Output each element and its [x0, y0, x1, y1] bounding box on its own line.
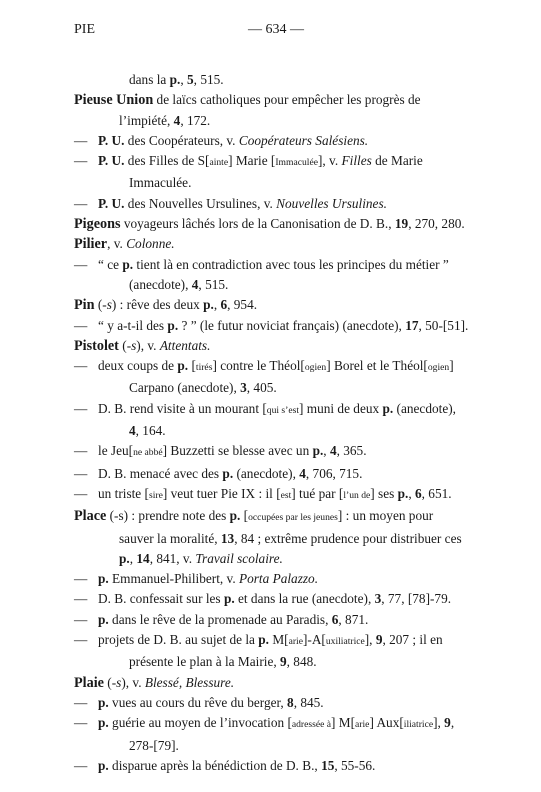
- entry-text: ] tué par [: [291, 485, 344, 501]
- index-subentry: [74, 569, 469, 589]
- entry-text: -s: [111, 674, 122, 690]
- entry-text: adressée à: [291, 719, 332, 731]
- entry-text: ],: [364, 632, 376, 648]
- entry-text: (: [94, 297, 103, 313]
- entry-text: 6: [220, 297, 228, 313]
- index-subentry: [74, 713, 469, 756]
- subentry-dash: —: [74, 715, 88, 731]
- entry-text: arie: [355, 719, 370, 731]
- entry-text: (anecdote),: [393, 400, 456, 416]
- entry-text: , 848.: [286, 654, 317, 670]
- entry-text: , 515.: [193, 72, 224, 87]
- entry-text: p.: [258, 632, 269, 648]
- entry-text: p.: [312, 443, 324, 459]
- index-headword-entry: [74, 214, 469, 234]
- entry-text: -s: [102, 297, 112, 313]
- index-subentry: [74, 693, 469, 713]
- entry-text: ,: [213, 297, 221, 313]
- entry-text: p.: [203, 297, 214, 313]
- entry-text: arie: [288, 636, 303, 648]
- entry-text: D. B. confessait sur les: [98, 591, 224, 607]
- running-head: PIE: [74, 22, 95, 37]
- entry-text: ],: [433, 715, 445, 731]
- entry-text: ] ses: [370, 485, 398, 501]
- subentry-dash: —: [74, 485, 88, 501]
- entry-text: ] Aux[: [369, 715, 404, 731]
- index-subentry: [74, 151, 469, 194]
- entry-text: , 270, 280.: [408, 216, 465, 232]
- entry-text: ] contre le Théol[: [212, 358, 305, 374]
- entry-text: 3: [374, 591, 382, 607]
- entry-text: ogien: [427, 362, 450, 374]
- entry-text: p.: [167, 317, 179, 333]
- entry-text: p.: [98, 757, 109, 773]
- index-subentry: [74, 255, 469, 296]
- entry-text: 19: [394, 216, 409, 232]
- entry-text: des Nouvelles Ursulines, v.: [124, 195, 277, 211]
- entry-text: p.: [223, 591, 235, 607]
- entry-text: , 405.: [246, 380, 277, 396]
- entry-text: ne abbé: [133, 447, 163, 459]
- subentry-dash: —: [74, 443, 88, 459]
- entry-text: ] Borel et le Théol[: [326, 358, 428, 374]
- subentry-dash: —: [74, 153, 88, 169]
- entry-text: M[: [269, 632, 289, 648]
- entry-text: , 871.: [338, 611, 369, 627]
- entry-text: ogien: [304, 362, 327, 374]
- entry-text: (: [103, 674, 112, 690]
- entry-text: le Jeu[: [98, 443, 134, 459]
- entry-text: -s: [126, 337, 137, 353]
- entry-text: , 841, v.: [149, 550, 196, 566]
- entry-text: P. U.: [98, 132, 125, 148]
- entry-text: p.: [98, 694, 109, 710]
- entry-text: uxiliatrice: [325, 636, 365, 648]
- entry-text: , 207 ; il en présente le plan à la Mairie,: [129, 632, 443, 670]
- entry-text: 17: [405, 317, 419, 333]
- subentry-dash: —: [74, 195, 88, 211]
- entry-text: , 172.: [180, 112, 211, 128]
- entry-text: ), v.: [121, 674, 145, 690]
- entry-text: ] Carpano (anecdote),: [129, 358, 454, 396]
- entry-text: 9: [375, 632, 383, 648]
- index-subentry: [74, 610, 469, 630]
- entry-text: (anecdote),: [233, 465, 300, 481]
- index-headword-entry: [74, 673, 469, 693]
- entry-text: est: [280, 489, 292, 501]
- entry-text: [: [188, 358, 196, 374]
- entry-text: guérie au moyen de l’invocation [: [108, 715, 292, 731]
- entry-text: 9: [280, 654, 287, 670]
- subentry-dash: —: [74, 317, 88, 333]
- entry-text: p.: [98, 611, 109, 627]
- entry-text: p.: [98, 715, 109, 731]
- index-headword-entry: [74, 295, 469, 315]
- subentry-dash: —: [74, 611, 88, 627]
- entry-text: des Filles de S[: [124, 153, 210, 169]
- subentry-dash: —: [74, 465, 88, 481]
- entry-text: P. U.: [98, 195, 125, 211]
- index-headword-entry: [74, 506, 469, 569]
- entry-text: qui s’est: [266, 404, 300, 416]
- entry-text: “ y a-t-il des: [98, 317, 168, 333]
- entry-text: Emmanuel-Philibert, v.: [108, 571, 239, 587]
- entry-text: , 55-56.: [334, 757, 376, 773]
- index-headword-entry: [74, 234, 469, 254]
- index-continuation: [74, 70, 469, 90]
- subentry-dash: —: [74, 591, 88, 607]
- entry-text: 4: [299, 465, 306, 481]
- page-number: — 634 —: [248, 22, 304, 37]
- entry-text: 8: [287, 694, 294, 710]
- entry-text: 15: [321, 757, 335, 773]
- entry-text: , 845.: [293, 694, 324, 710]
- entry-text: p.: [177, 358, 189, 374]
- entry-text: tient là en contradiction avec tous les principes du métier ” (anecdote),: [129, 256, 449, 292]
- entry-text: Coopérateurs Salésiens.: [238, 132, 369, 148]
- entry-text: D. B. menacé avec des: [98, 465, 223, 481]
- entry-text: Nouvelles Ursulines.: [276, 195, 387, 211]
- subentry-dash: —: [74, 358, 88, 374]
- entry-text: et dans la rue (anecdote),: [234, 591, 375, 607]
- page-header: [74, 20, 467, 42]
- index-headword-entry: [74, 336, 469, 356]
- subentry-dash: —: [74, 694, 88, 710]
- entry-text: p.: [98, 571, 109, 587]
- entry-text: Blessé, Blessure.: [144, 674, 235, 690]
- subentry-dash: —: [74, 632, 88, 648]
- entry-text: l’un de: [343, 489, 371, 501]
- entry-text: ] veut tuer Pie IX : il [: [162, 485, 281, 501]
- entry-text: ) : rêve des deux: [111, 297, 204, 313]
- entry-text: 4: [173, 112, 181, 128]
- entry-text: Porta Palazzo.: [238, 571, 319, 587]
- entry-text: , 84 ; extrême prudence pour distribuer ces: [234, 530, 462, 546]
- index-subentry: [74, 194, 469, 214]
- headword: Pin: [74, 297, 95, 314]
- entry-text: dans le rêve de la promenade au Paradis,: [108, 611, 332, 627]
- entry-text: 9: [444, 715, 451, 731]
- index-subentry: [74, 484, 469, 506]
- entry-text: disparue après la bénédiction de D. B.,: [108, 757, 322, 773]
- headword: Pilier: [74, 236, 108, 253]
- entry-text: [: [240, 508, 249, 524]
- index-entries: [74, 70, 469, 776]
- headword: Pigeons: [74, 216, 121, 233]
- entry-text: ,: [323, 443, 330, 459]
- subentry-dash: —: [74, 256, 88, 272]
- entry-text: , 77, [78]-79.: [381, 591, 452, 607]
- index-subentry: [74, 589, 469, 609]
- index-subentry: [74, 399, 469, 442]
- entry-text: Filles: [341, 153, 372, 169]
- subentry-dash: —: [74, 400, 88, 416]
- entry-text: ] M[: [331, 715, 356, 731]
- entry-text: ? ” (le futur noviciat français) (anecdote),: [178, 317, 406, 333]
- entry-text: projets de D. B. au sujet de la: [98, 632, 259, 648]
- index-subentry: [74, 756, 469, 776]
- entry-text: de Marie Immaculée.: [129, 153, 423, 191]
- entry-text: “ ce: [98, 256, 123, 272]
- entry-text: , 50-[51].: [418, 317, 469, 333]
- index-subentry: [74, 441, 469, 463]
- entry-text: 4: [329, 443, 337, 459]
- entry-text: , 706, 715.: [305, 465, 363, 481]
- index-subentry: [74, 356, 469, 399]
- entry-text: tirés: [195, 362, 213, 374]
- entry-text: 14: [136, 550, 150, 566]
- entry-text: , 651.: [421, 485, 452, 501]
- entry-text: ainte: [209, 157, 229, 169]
- entry-text: dans la: [129, 72, 170, 87]
- index-subentry: [74, 630, 469, 673]
- entry-text: occupées par les jeunes: [248, 512, 338, 524]
- entry-text: Travail scolaire.: [195, 550, 283, 566]
- entry-text: ]-A[: [302, 632, 326, 648]
- entry-text: Immaculée: [275, 157, 318, 169]
- entry-text: ,: [180, 72, 188, 87]
- entry-text: p.: [119, 550, 130, 566]
- entry-text: P. U.: [98, 153, 125, 169]
- entry-text: , 515.: [198, 276, 229, 292]
- entry-text: vues au cours du rêve du berger,: [108, 694, 288, 710]
- index-subentry: [74, 131, 469, 151]
- index-subentry: [74, 464, 469, 484]
- index-subentry: [74, 316, 469, 336]
- entry-text: 6: [331, 611, 339, 627]
- entry-text: Colonne.: [126, 236, 175, 252]
- entry-text: ), v.: [136, 337, 160, 353]
- entry-text: un triste [: [98, 485, 149, 501]
- entry-text: 6: [415, 485, 422, 501]
- headword: Plaie: [74, 674, 104, 691]
- entry-text: ], v.: [317, 153, 342, 169]
- entry-text: sire: [148, 489, 163, 501]
- entry-text: iliatrice: [403, 719, 434, 731]
- entry-text: ,: [408, 485, 415, 501]
- entry-text: p.: [169, 72, 181, 87]
- entry-text: 5: [187, 72, 194, 87]
- headword: Pistolet: [74, 337, 119, 354]
- entry-text: p.: [229, 508, 241, 524]
- subentry-dash: —: [74, 757, 88, 773]
- entry-text: 4: [129, 423, 136, 439]
- entry-text: Attentats.: [159, 337, 211, 353]
- index-headword-entry: [74, 90, 469, 131]
- entry-text: des Coopérateurs, v.: [124, 132, 239, 148]
- entry-text: p.: [397, 485, 409, 501]
- headword: Place: [74, 508, 107, 525]
- entry-text: D. B. rend visite à un mourant [: [98, 400, 267, 416]
- entry-text: , v.: [107, 236, 127, 252]
- entry-text: , 954.: [227, 297, 258, 313]
- entry-text: 3: [240, 380, 247, 396]
- entry-text: , 365.: [336, 443, 367, 459]
- entry-text: ] Buzzetti se blesse avec un: [162, 443, 313, 459]
- entry-text: (: [118, 337, 127, 353]
- subentry-dash: —: [74, 571, 88, 587]
- entry-text: p.: [382, 400, 394, 416]
- entry-text: p.: [122, 256, 134, 272]
- headword: Pieuse Union: [74, 92, 154, 109]
- entry-text: (-s) : prendre note des: [106, 508, 230, 524]
- subentry-dash: —: [74, 132, 88, 148]
- entry-text: , 278-[79].: [129, 715, 455, 753]
- entry-text: ] : un moyen pour sauver la moralité,: [119, 508, 434, 546]
- entry-text: , 164.: [135, 423, 166, 439]
- entry-text: ,: [129, 550, 137, 566]
- entry-text: ] muni de deux: [299, 400, 383, 416]
- entry-text: voyageurs lâchés lors de la Canonisation de D. B.,: [120, 216, 395, 232]
- entry-text: ] Marie [: [228, 153, 276, 169]
- entry-text: 4: [191, 276, 199, 292]
- entry-text: p.: [222, 465, 234, 481]
- entry-text: de laïcs catholiques pour empêcher les progrès de l’impiété,: [119, 92, 421, 128]
- entry-text: 13: [220, 530, 235, 546]
- entry-text: deux coups de: [98, 358, 178, 374]
